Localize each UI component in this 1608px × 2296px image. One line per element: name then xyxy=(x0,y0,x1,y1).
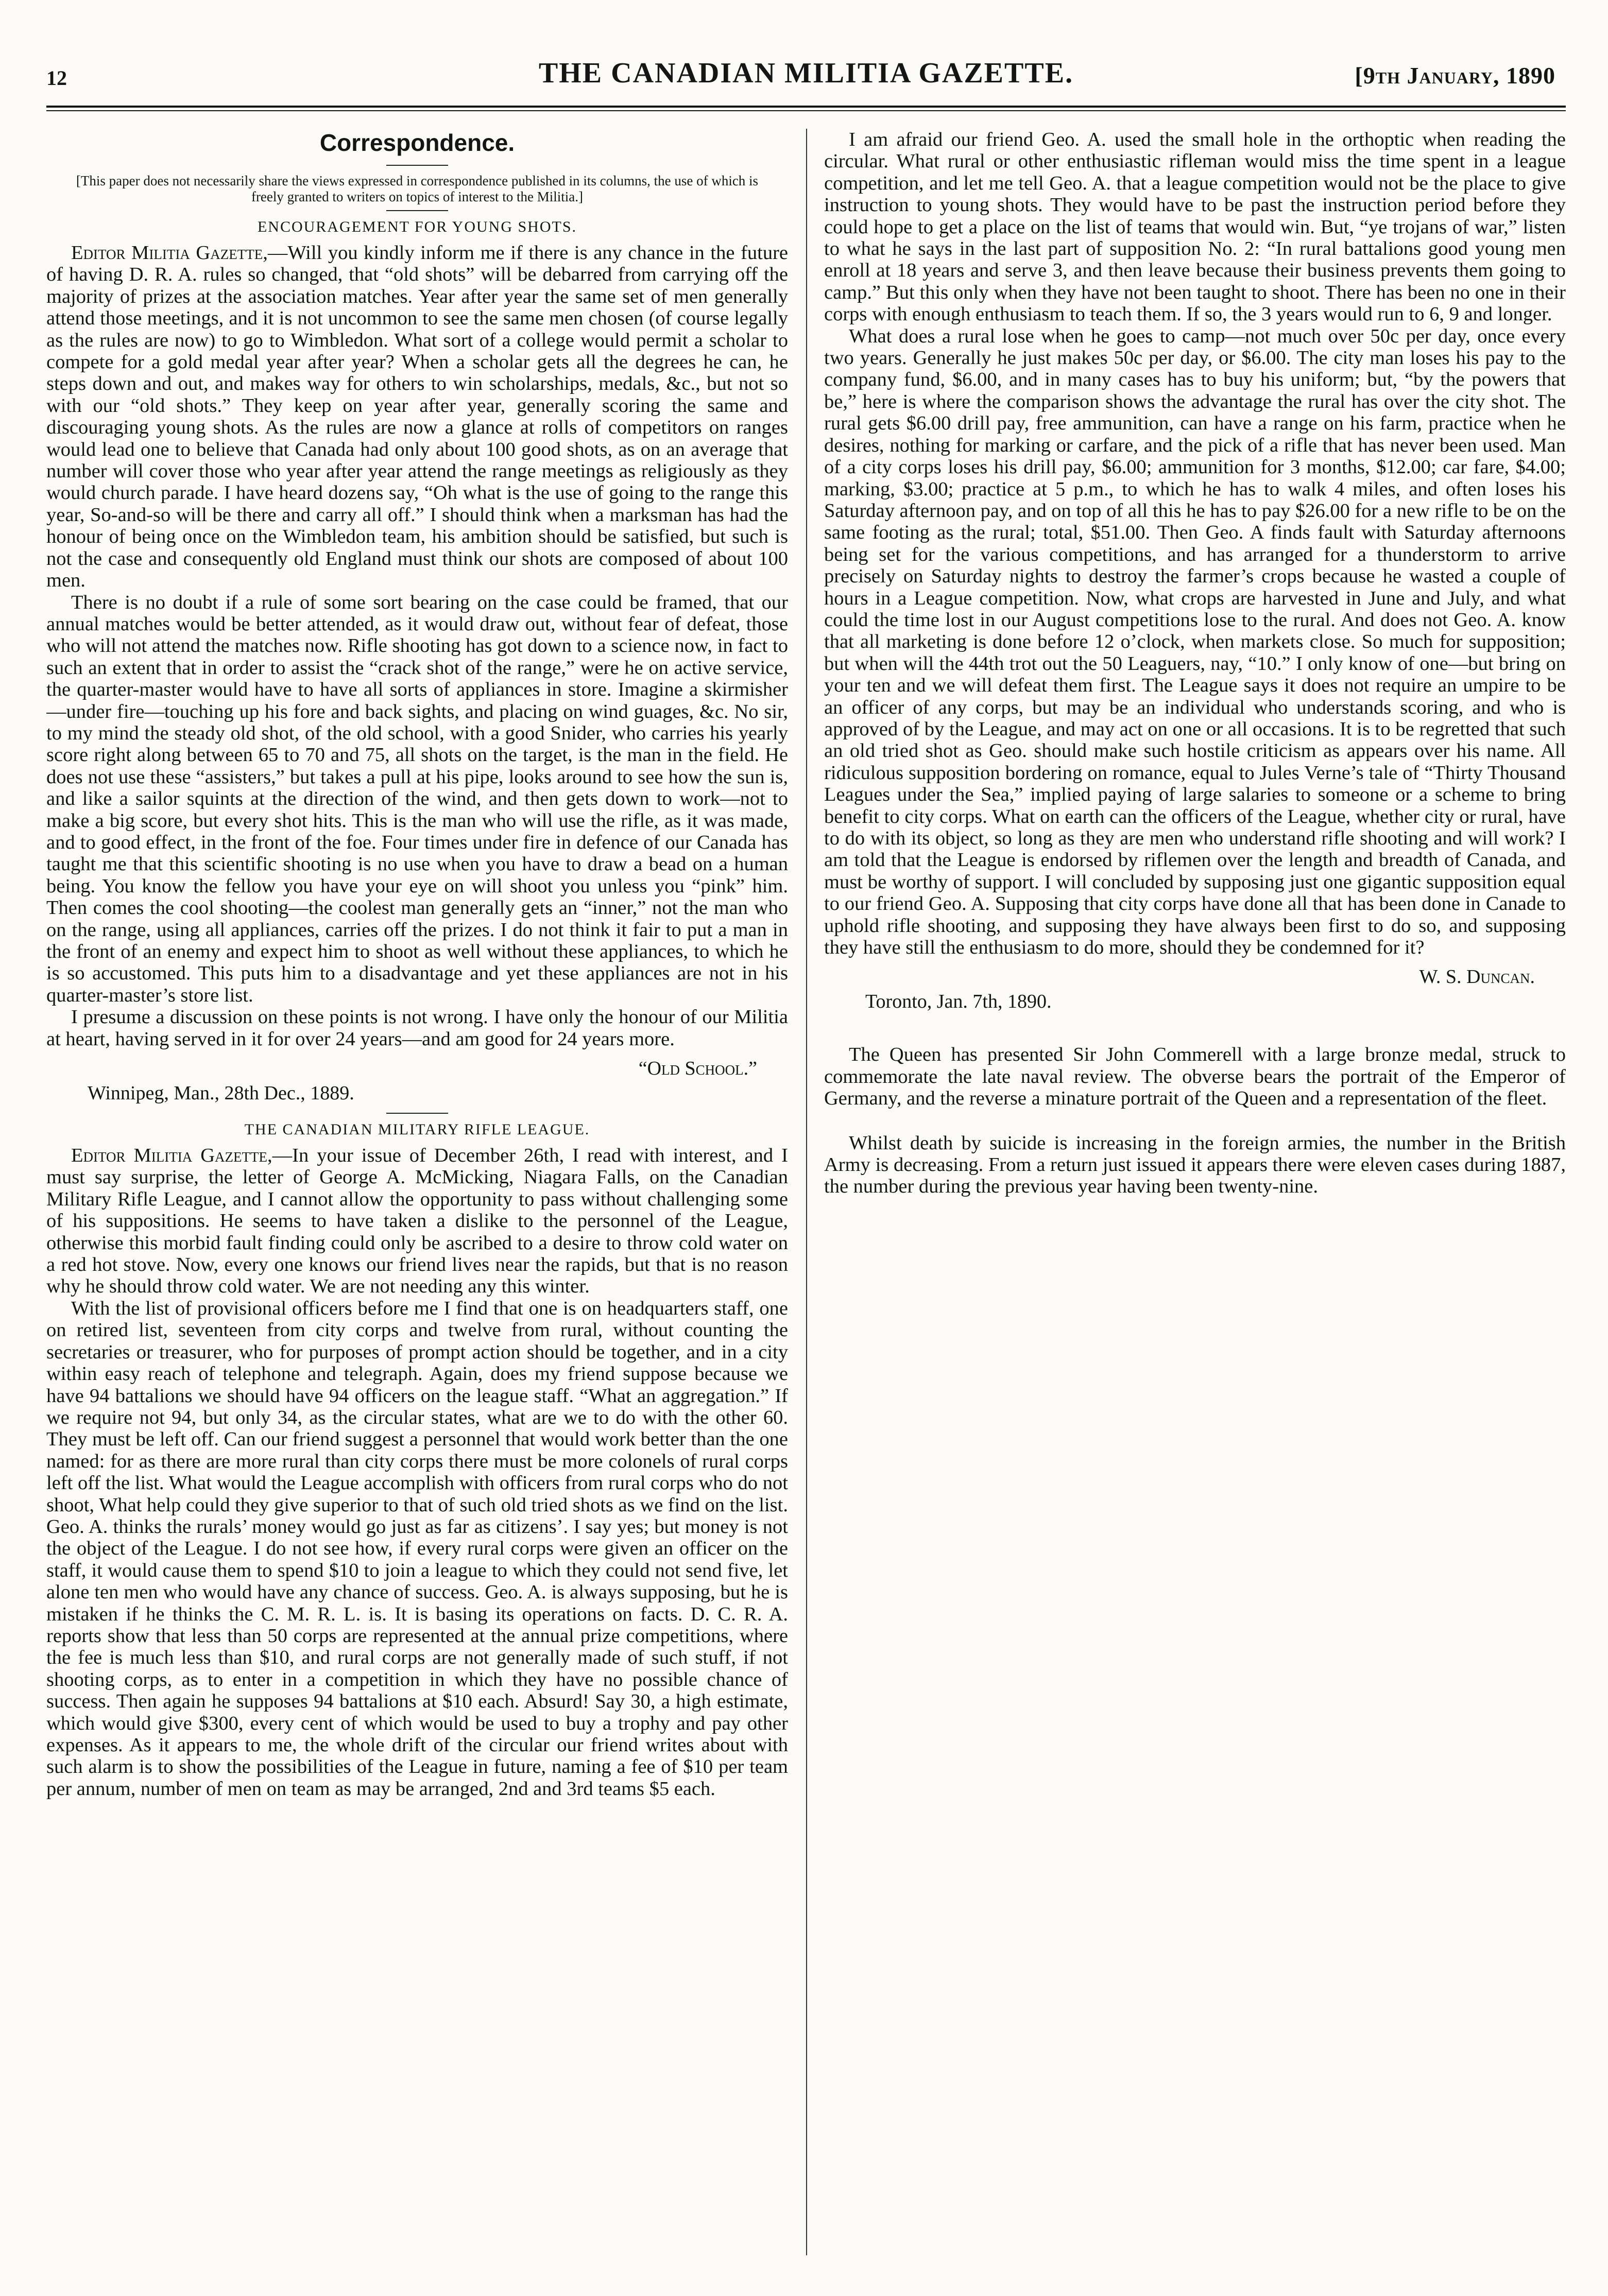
section-heading: Correspondence. xyxy=(319,129,515,156)
letter-paragraph: I presume a discussion on these points is not wrong. I have only the honour of our Militia at heart, having served in it for over 24 years—and am good for 24 years more. xyxy=(46,1006,788,1050)
salutation: Editor Militia Gazette, xyxy=(71,1145,272,1167)
letter-signature: W. S. Duncan. xyxy=(1419,966,1535,988)
letter-title: THE CANADIAN MILITARY RIFLE LEAGUE. xyxy=(244,1121,590,1138)
letter-dateline: Toronto, Jan. 7th, 1890. xyxy=(865,991,1052,1013)
masthead xyxy=(46,57,1566,113)
masthead-rule-thin xyxy=(46,110,1566,111)
letter-paragraph: I am afraid our friend Geo. A. used the small hole in the orthoptic when reading the circular. What rural or other enthusiastic rifleman would miss the time spent in a league competition, and let me tell Geo. A. that a league competition would not be the place to give instruction to young shots. They would have to be past the instruction period before they could hope to get a place on the list of teams that would win. But, “ye trojans of war,” listen to what he says in the last part of supposition No. 2: “In rural battalions good young men enroll at 18 years and serve 3, and then leave because their business prevents them going to camp.” But this only when they have not been taught to shoot. There has been no one in their corps with enough enthusiasm to teach them. If so, the 3 years would run to 6, 9 and longer. xyxy=(824,129,1566,325)
letter-paragraph: What does a rural lose when he goes to camp—not much over 50c per day, once every two years. Generally he just makes 50c per day, or $6.00. The city man loses his pay to the company fund, $6.00, and in many cases has to buy his uniform; but, “by the powers that be,” here is where the comparison shows the advantage the rural has over the city shot. The rural gets $6.00 drill pay, free ammunition, can have a range on his farm, practice when he desires, nothing for marking or carfare, and the pick of a rifle that has never been used. Man of a city corps loses his drill pay, $6.00; ammunition for 3 months, $12.00; car fare, $4.00; marking, $3.00; practice at 5 p.m., to which he has to walk 4 miles, and often loses his Saturday afternoon pay, and on top of all this he has to pay $26.00 for a new rifle to be on the same footing as the rural; total, $51.00. Then Geo. A finds fault with Saturday afternoons being set for the various competitions, and has arranged for a thunderstorm to arrive precisely on Saturday nights to destroy the farmer’s crops because he wasted a couple of hours in a League competition. Now, what crops are harvested in June and July, and what could the time lost in our August competitions lose to the rural. And does not Geo. A. know that all marketing is done before 12 o’clock, when markets close. So much for supposition; but when will the 44th trot out the 50 Leaguers, nay, “10.” I only know of one—but bring on your ten and we will defeat them first. The League says it does not require an umpire to be an officer of any corps, but may be an individual who understands scoring, and who is approved of by the League, and may act on one or all occasions. It is to be regretted that such an old tried shot as Geo. should make such hostile criticism as appears over his name. All ridiculous supposition bordering on romance, equal to Jules Verne’s tale of “Thirty Thousand Leagues under the Sea,” implied paying of large salaries to someone or a scheme to bring benefit to city corps. What on earth can the officers of the League, whether city or rural, have to do with its object, so long as they are men who understand rifle shooting and will work? I am told that the League is endorsed by riflemen over the length and breadth of Canada, and must be worthy of support. I will concluded by supposing just one gigantic supposition equal to our friend Geo. A. Supposing that city corps have done all that has been done in Canade to uphold rifle shooting, and supposing they have always been first to do so, and supposing they have still the enthusiasm to do more, should they be condemned for it? xyxy=(824,325,1566,959)
news-item: Whilst death by suicide is increasing in the foreign armies, the number in the British Army is decreasing. From a return just issued it appears there were eleven cases during 1887, the number during the previous year having been twenty-nine. xyxy=(824,1132,1566,1198)
salutation: Editor Militia Gazette, xyxy=(71,242,268,264)
letter-paragraph: Editor Militia Gazette,—In your issue of December 26th, I read with interest, and I must say surprise, the letter of George A. McMicking, Niagara Falls, on the Canadian Military Rifle League, and I cannot allow the opportunity to pass without challenging some of his suppositions. He seems to have taken a dislike to the personnel of the League, otherwise this morbid fault finding could only be ascribed to a desire to throw cold water on a red hot stove. Now, every one knows our friend lives near the rapids, but that is no reason why he should throw cold water. We are not needing any this winter. xyxy=(46,1145,788,1298)
letter-dateline: Winnipeg, Man., 28th Dec., 1889. xyxy=(88,1082,354,1104)
letter-signature: “Old School.” xyxy=(638,1058,757,1080)
news-item: The Queen has presented Sir John Commerell with a large bronze medal, struck to commemorate the late naval review. The obverse bears the portrait of the Emperor of Germany, and the reverse a minature portrait of the Queen and a representation of the fleet. xyxy=(824,1044,1566,1110)
letter-paragraph: Editor Militia Gazette,—Will you kindly inform me if there is any chance in the future of having D. R. A. rules so changed, that “old shots” will be debarred from carrying off the majority of prizes at the association matches. Year after year the same set of men generally attend those meetings, and it is not uncommon to see the same men chosen (of course legally as the rules are now) to go to Wimbledon. What sort of a college would permit a scholar to compete for a gold medal year after year? When a scholar gets all the degrees he can, he steps down and out, and makes way for others to win scholarships, medals, &c., but not so with our “old shots.” They keep on year after year, generally scoring the same and discouraging young shots. As the rules are now a glance at rolls of competitors on ranges would lead one to believe that Canada had only about 100 good shots, as on an average that number will cover those who year after year attend the range meetings as religiously as they would church parade. I have heard dozens say, “Oh what is the use of going to the range this year, So-and-so will be there and carry all off.” I should think when a marksman has had the honour of being once on the Wimbledon team, his ambition should be satisfied, but such is not the case and consequently old England must think our shots are composed of about 100 men. xyxy=(46,242,788,592)
column-right xyxy=(824,129,1566,2255)
spacer xyxy=(824,1021,1566,1044)
page-number: 12 xyxy=(46,66,67,90)
editorial-notice: [This paper does not necessarily share the views expressed in correspondence published in its columns, the use of which is freely granted to writers on topics of interest to the Militia.] xyxy=(76,173,759,204)
letter-paragraph: There is no doubt if a rule of some sort bearing on the case could be framed, that our annual matches would be better attended, as it would draw out, without fear of defeat, those who will not attend the matches now. Rifle shooting has got down to a science now, in fact to such an extent that in order to assist the “crack shot of the range,” were he on active service, the quarter-master would have to have all sorts of appliances in store. Imagine a skirmisher—under fire—touching up his fore and back sights, and placing on wind guages, &c. No sir, to my mind the steady old shot, of the old school, with a good Snider, who carries his yearly score right along between 65 to 70 and 75, all shots on the target, is the man in the field. He does not use these “assisters,” but takes a pull at his pipe, looks around to see how the sun is, and like a sailor squints at the direction of the wind, and then gets down to work—not to make a big score, but every shot hits. This is the man who will use the rifle, as it was made, and to good effect, in the front of the foe. Four times under fire in defence of our Canada has taught me that this scientific shooting is no use when you have to draw a bead on a human being. You know the fellow you have your eye on will shoot you unless you “pink” him. Then comes the cool shooting—the coolest man generally gets an “inner,” not the man who on the range, using all appliances, carries off the prizes. I do not think it fair to put a man in the front of an enemy and expect him to shoot as well without these appliances, to which he is so accustomed. This puts him to a disadvantage and yet these appliances are not in his quarter-master’s store list. xyxy=(46,591,788,1006)
masthead-rule xyxy=(46,106,1566,108)
newspaper-page xyxy=(46,46,1566,2276)
letter-paragraph: With the list of provisional officers before me I find that one is on headquarters staff, one on retired list, seventeen from city corps and twelve from rural, without counting the secretaries or treasurer, who for purposes of prompt action should be together, and in a city within easy reach of telephone and telegraph. Again, does my friend suppose because we have 94 battalions we should have 94 officers on the league staff. “What an aggregation.” If we require not 94, but only 34, as the circular states, what are we to do with the other 60. They must be left off. Can our friend suggest a personnel that would work better than the one named: for as there are more rural than city corps there must be more colonels of rural corps left off the list. What would the League accomplish with officers from rural corps who do not shoot, What help could they give superior to that of such old tried shots as we find on the list. Geo. A. thinks the rurals’ money would go just as far as citizens’. I say yes; but money is not the object of the League. I do not see how, if every rural corps were given an officer on the staff, it would cause them to spend $10 to join a league to which they could not send five, let alone ten men who would have any chance of success. Geo. A. is always supposing, but he is mistaken if he thinks the C. M. R. L. is. It is basing its operations on facts. D. C. R. A. reports show that less than 50 corps are represented at the annual prize competitions, where the fee is much less than $10, and rural corps are not generally made of such stuff, if not shooting corps, as to enter in a competition in which they have no possible chance of success. Then again he supposes 94 battalions at $10 each. Absurd! Say 30, a high estimate, which would give $300, every cent of which would be used to buy a trophy and pay other expenses. As it appears to me, the whole drift of the circular our friend writes about with such alarm is to show the possibilities of the League in future, naming a fee of $10 per team per annum, number of men on team as may be arranged, 2nd and 3rd teams $5 each. xyxy=(46,1297,788,1800)
divider xyxy=(386,1113,448,1114)
spacer xyxy=(824,1110,1566,1132)
column-divider xyxy=(806,129,807,2255)
issue-date: [9th January, 1890 xyxy=(1355,62,1555,89)
column-left xyxy=(46,129,788,2255)
newspaper-title: THE CANADIAN MILITIA GAZETTE. xyxy=(538,57,1074,89)
divider xyxy=(386,165,448,166)
divider xyxy=(386,210,448,211)
letter-title: ENCOURAGEMENT FOR YOUNG SHOTS. xyxy=(257,218,577,235)
